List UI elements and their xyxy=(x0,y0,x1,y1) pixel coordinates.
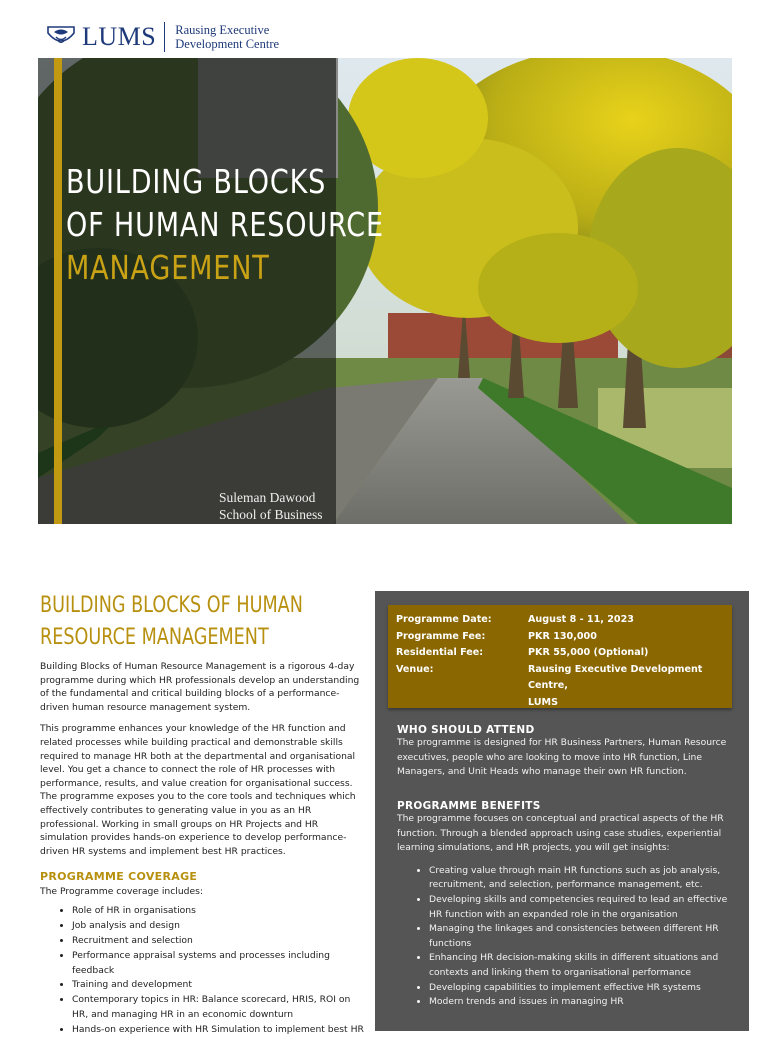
list-item: • Enhancing HR decision-making skills in different situations and contexts and linking them to organisational performance xyxy=(429,951,737,980)
school-line-2: School of Business xyxy=(219,507,323,522)
hero-dark-overlay xyxy=(38,58,336,524)
detail-row-residential xyxy=(396,645,732,662)
benefits-list xyxy=(397,864,737,1010)
programme-description xyxy=(40,590,366,1037)
list-item: • Job analysis and design xyxy=(72,919,366,934)
attend-heading: WHO SHOULD ATTEND xyxy=(397,724,535,736)
list-item: • Training and development xyxy=(72,978,366,993)
section-heading-line-1: BUILDING BLOCKS OF HUMAN xyxy=(40,593,303,618)
section-heading-line-2: RESOURCE MANAGEMENT xyxy=(40,625,269,650)
list-item: • Contemporary topics in HR: Balance scorecard, HRIS, ROI on HR, and managing HR in an economic downturn xyxy=(72,993,366,1023)
fee-label: Programme Fee: xyxy=(396,630,486,642)
hero-title xyxy=(66,160,384,289)
benefits-heading: PROGRAMME BENEFITS xyxy=(397,800,541,812)
lums-crest-icon xyxy=(46,23,76,51)
brand-name: LUMS xyxy=(82,22,157,51)
who-should-attend-section xyxy=(397,724,737,780)
detail-row-date xyxy=(396,612,732,629)
coverage-heading: PROGRAMME COVERAGE xyxy=(40,870,198,884)
centre-line-2: Development Centre xyxy=(175,37,280,51)
details-paragraph: This programme enhances your knowledge of the HR function and related processes while building practical and demonstrable skills required to manage HR both at the departmental and organisational level. You get a chance to connect the role of HR processes with performance, results, and value creation for organisational success. The programme exposes you to the core tools and techniques which effectively contributes to generating value in you as an HR professional. Working in small groups on HR Projects and HR simulation provides hands-on experience to develop performance-driven HR systems and implement best HR practices. xyxy=(40,723,356,857)
intro-paragraph: Building Blocks of Human Resource Management is a rigorous 4-day programme during which HR professionals develop an understanding of the fundamental and critical building blocks of a performance-driven human resource management system. xyxy=(40,661,360,713)
venue-value-line-1: Rausing Executive Development Centre, xyxy=(528,663,703,691)
detail-row-venue xyxy=(396,662,732,712)
programme-info-panel xyxy=(375,591,749,1031)
programme-benefits-section xyxy=(397,800,737,1010)
list-item: • Role of HR in organisations xyxy=(72,904,366,919)
list-item: • Creating value through main HR functions such as job analysis, recruitment, and selection, performance management, etc. xyxy=(429,864,737,893)
coverage-list xyxy=(40,904,366,1037)
programme-details-table xyxy=(396,612,732,711)
list-item: • Developing capabilities to implement effective HR systems xyxy=(429,981,737,996)
hero-title-line-3: MANAGEMENT xyxy=(66,248,270,287)
hero-title-line-2: OF HUMAN RESOURCE xyxy=(66,205,384,244)
residential-label: Residential Fee: xyxy=(396,647,484,658)
list-item: • Developing skills and competencies required to lead an effective HR function with an expanded role in the organisation xyxy=(429,893,737,922)
attend-text: The programme is designed for HR Business Partners, Human Resource executives, people who are looking to move into HR function, Line Managers, and Unit Heads who manage their own HR function. xyxy=(397,737,727,778)
detail-row-fee xyxy=(396,629,732,646)
venue-label: Venue: xyxy=(396,663,434,675)
list-item: • Performance appraisal systems and processes including feedback xyxy=(72,949,366,979)
hero-accent-bar xyxy=(54,58,62,524)
venue-value-line-2: LUMS xyxy=(528,696,559,708)
coverage-intro: The Programme coverage includes: xyxy=(40,886,204,898)
list-item: • Hands-on experience with HR Simulation to implement best HR xyxy=(72,1023,366,1037)
hero-banner xyxy=(38,58,732,524)
centre-line-1: Rausing Executive xyxy=(175,23,270,37)
hero-title-line-1: BUILDING BLOCKS xyxy=(66,162,327,201)
section-heading xyxy=(40,590,301,654)
list-item: • Modern trends and issues in managing HR xyxy=(429,995,737,1010)
residential-value: PKR 55,000 (Optional) xyxy=(528,647,649,658)
venue-value xyxy=(528,662,732,712)
list-item: • Recruitment and selection xyxy=(72,934,366,949)
school-name xyxy=(219,489,323,523)
programme-details-box xyxy=(388,605,732,708)
centre-name xyxy=(175,23,279,51)
fee-value: PKR 130,000 xyxy=(528,630,597,642)
lums-logo xyxy=(46,22,279,52)
school-line-1: Suleman Dawood xyxy=(219,490,316,505)
logo-divider xyxy=(164,22,165,52)
date-value: August 8 - 11, 2023 xyxy=(528,614,634,625)
date-label: Programme Date: xyxy=(396,614,492,625)
list-item: • Managing the linkages and consistencies between different HR functions xyxy=(429,922,737,951)
benefits-text: The programme focuses on conceptual and practical aspects of the HR function. Through a blended approach using case studies, experiential learning simulations, and HR projects, you will get insights: xyxy=(397,813,724,854)
